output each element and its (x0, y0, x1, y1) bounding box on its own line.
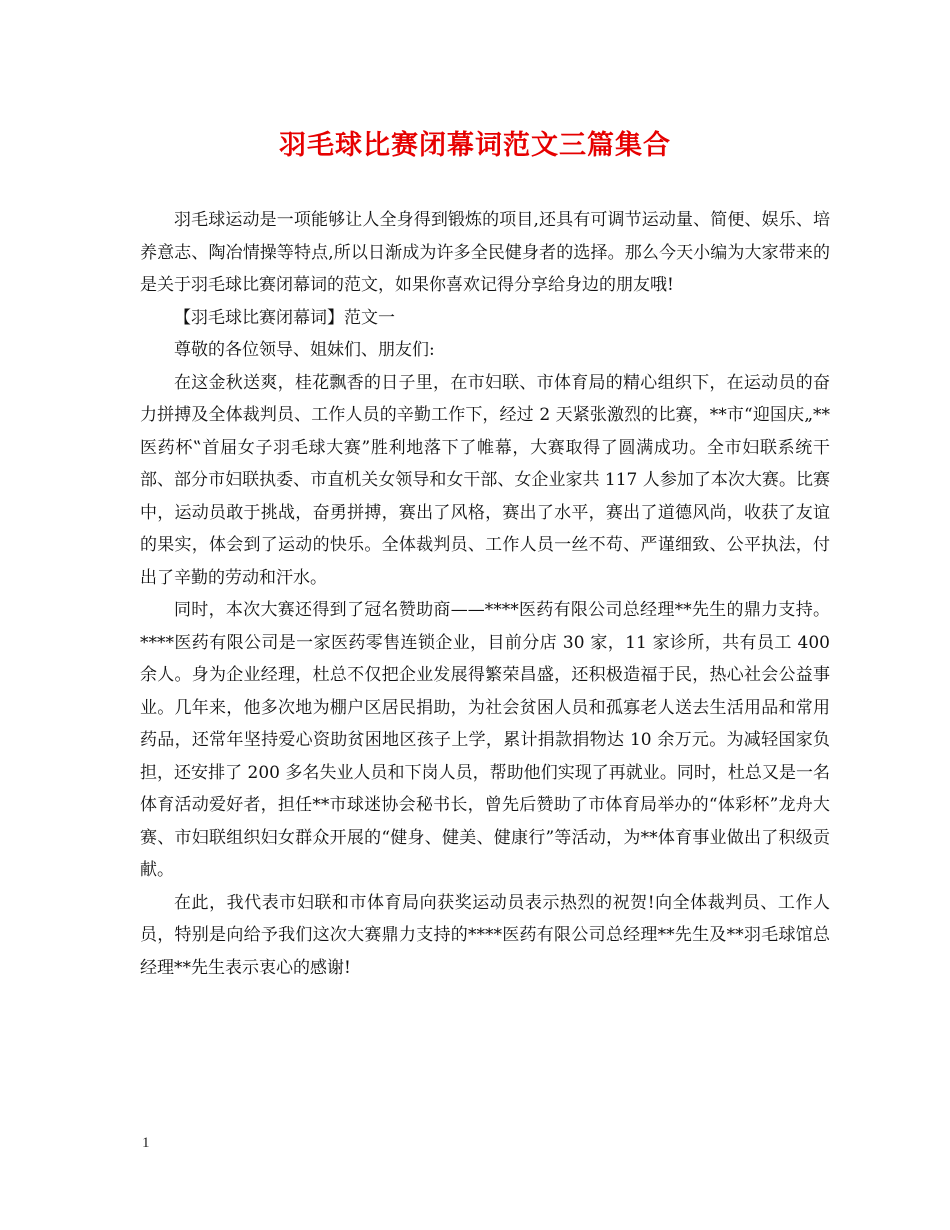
page-number: 1 (142, 1135, 150, 1151)
body-paragraph: 在此，我代表市妇联和市体育局向获奖运动员表示热烈的祝贺!向全体裁判员、工作人员，特别是向给予我们这次大赛鼎力支持的****医药有限公司总经理**先生及**羽毛球馆总经理**先生表示衷心的感谢! (140, 892, 830, 978)
salutation: 尊敬的各位领导、姐妹们、朋友们: (174, 340, 435, 360)
section-heading: 【羽毛球比赛闭幕词】范文一 (174, 307, 395, 328)
intro-paragraph: 羽毛球运动是一项能够让人全身得到锻炼的项目,还具有可调节运动量、简便、娱乐、培养意志、陶冶情操等特点,所以日渐成为许多全民健身者的选择。那么今天小编为大家带来的是关于羽毛球比赛闭幕词的范文，如果你喜欢记得分享给身边的朋友哦! (140, 210, 830, 295)
body-paragraph: 同时，本次大赛还得到了冠名赞助商——****医药有限公司总经理**先生的鼎力支持。****医药有限公司是一家医药零售连锁企业，目前分店 30 家，11 家诊所，共有员工 400 余人。身为企业经理，杜总不仅把企业发展得繁荣昌盛，还积极造福于民，热心社会公益事业。几年来，他多次地为棚户区居民捐助，为社会贫困人员和孤寡老人送去生活用品和常用药品，还常年坚持爱心资助贫困地区孩子上学，累计捐款捐物达 10 余万元。为减轻国家负担，还安排了 200 多名失业人员和下岗人员，帮助他们实现了再就业。同时，杜总又是一名体育活动爱好者，担任**市球迷协会秘书长，曾先后赞助了市体育局举办的“体彩杯”龙舟大赛、市妇联组织妇女群众开展的“健身、健美、健康行”等活动，为**体育事业做出了积级贡献。 (140, 600, 830, 880)
document-title: 羽毛球比赛闭幕词范文三篇集合 (279, 130, 671, 161)
body-paragraph: 在这金秋送爽，桂花飘香的日子里，在市妇联、市体育局的精心组织下，在运动员的奋力拼搏及全体裁判员、工作人员的辛勤工作下，经过 2 天紧张激烈的比赛，**市“迎国庆„**医药杯‟首届女子羽毛球大赛”胜利地落下了帷幕，大赛取得了圆满成功。全市妇联系统干部、部分市妇联执委、市直机关女领导和女干部、女企业家共 117 人参加了本次大赛。比赛中，运动员敢于挑战，奋勇拼搏，赛出了风格，赛出了水平，赛出了道德风尚，收获了友谊的果实，体会到了运动的快乐。全体裁判员、工作人员一丝不苟、严谨细致、公平执法，付出了辛勤的劳动和汗水。 (140, 372, 830, 588)
document-body (140, 204, 830, 984)
